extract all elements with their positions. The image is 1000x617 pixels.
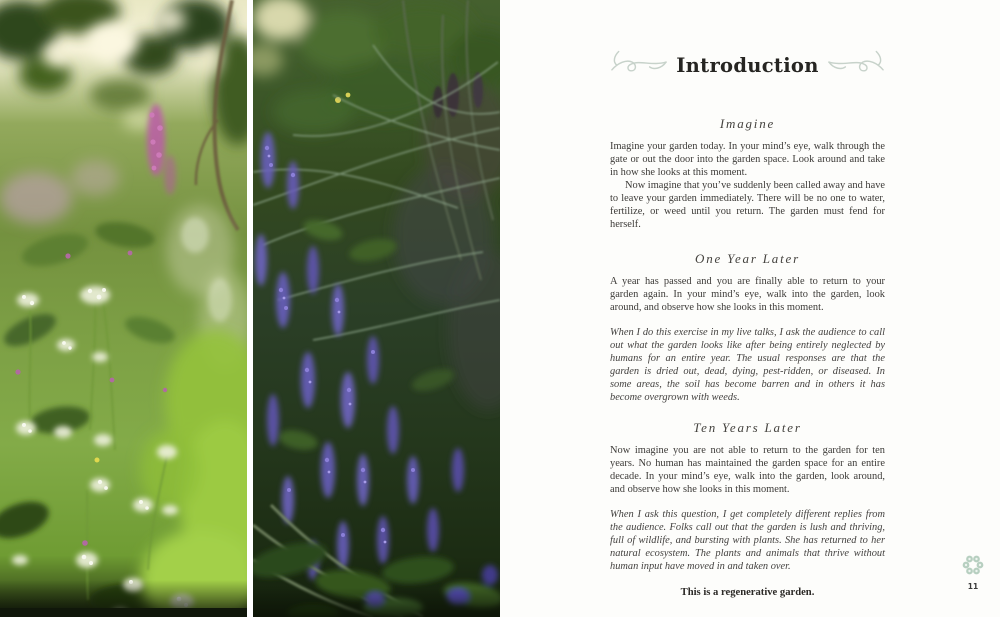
swirl-flourish-left-icon [610, 49, 668, 81]
left-garden-photo [0, 0, 247, 617]
page-title: Introduction [676, 53, 819, 77]
section-heading-ten-years-later: Ten Years Later [693, 420, 802, 435]
section-heading-one-year-later: One Year Later [695, 251, 800, 266]
body-paragraph: Imagine your garden today. In your mind’s eye, walk through the gate or out the door into the garden space. Look around and take in how she looks at this moment. [610, 141, 885, 178]
italic-paragraph: When I ask this question, I get completely different replies from the audience. Folks call out that the garden is lush and thriving, full of wildlife, and bursting with plants. She has returned to her natural ecosystem. The plants and animals that thrive without human input have moved in and taken over. [610, 509, 885, 572]
left-garden-photo-art [0, 0, 247, 617]
page-number: 11 [967, 582, 979, 591]
flower-cluster-icon [961, 553, 985, 577]
section-heading-imagine: Imagine [719, 116, 776, 131]
italic-paragraph: When I do this exercise in my live talks, I ask the audience to call out what the garden looks like after being entirely neglected by humans for an entire year. The usual responses are that the garden is dried out, dead, dying, pest-ridden, or diseased. In some areas, the soil has become barren and in others it has become overgrown with weeds. [610, 327, 885, 403]
body-paragraph: Now imagine you are not able to return to the garden for ten years. No human has maintained the garden space for an entire decade. In your mind’s eye, walk into the garden, look around, and observe how she looks in this moment. [610, 445, 885, 495]
right-salvia-photo [253, 0, 500, 617]
right-page [500, 0, 1000, 617]
chapter-title-row [610, 49, 885, 81]
body-paragraph: Now imagine that you’ve suddenly been called away and have to leave your garden immediately. There will be no one to water, fertilize, or weed until you return. The garden must fend for herself. [610, 180, 885, 230]
right-salvia-photo-art [253, 0, 500, 617]
swirl-flourish-right-icon [827, 49, 885, 81]
body-paragraph: A year has passed and you are finally able to return to your garden again. In your mind’s eye, walk into the garden, look around, and observe how she looks in this moment. [610, 276, 885, 313]
text-column [610, 0, 885, 598]
closing-statement: This is a regenerative garden. [680, 587, 815, 598]
